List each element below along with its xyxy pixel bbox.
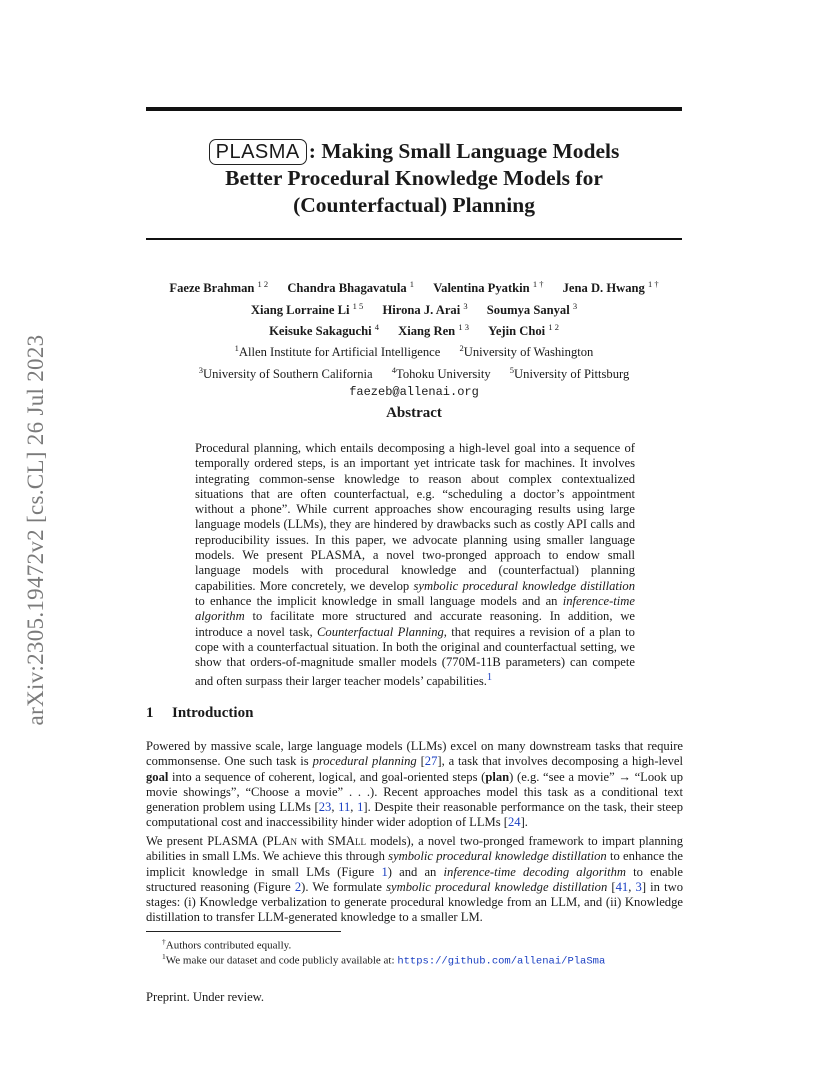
author: Keisuke Sakaguchi $^4$	[269, 321, 379, 338]
author-row	[120, 276, 708, 297]
author: Faeze Brahman $^{1 2}$	[169, 279, 269, 296]
affiliation-row	[120, 340, 708, 361]
author-row	[120, 297, 708, 318]
author: Jena D. Hwang $^{1 \dagger}$	[562, 279, 659, 296]
author-row	[120, 319, 708, 340]
abstract-heading: Abstract	[386, 405, 442, 421]
citation-link[interactable]: 41	[615, 879, 629, 894]
affiliation: $^4$Tohoku University	[391, 364, 491, 381]
section-title: Introduction	[172, 705, 254, 721]
github-link[interactable]: https://github.com/allenai/PlaSma	[397, 955, 606, 968]
abstract-body: Procedural planning, which entails decomposing a high-level goal into a sequence of temporally ordered steps, is an important yet intricate task for machines. It involves integrating common-sense knowledge to reason about complex contextualized situations that are often counterfactual, e.g. “scheduling a doctor’s appointment without a phone”. While current approaches show encouraging results using large language models (LLMs), they are hindered by drawbacks such as costly API calls and reproducibility issues. In this paper, we advocate planning using smaller language models. We present PLASMA, a novel two-pronged approach to endow small language models with procedural knowledge and (counterfactual) planning capabilities. More concretely, we develop symbolic procedural knowledge distillation to enhance the implicit knowledge in small language models and an inference-time algorithm to facilitate more structured and accurate reasoning. In addition, we introduce a novel task, Counterfactual Planning, that requires a revision of a plan to cope with a counterfactual situation. In both the original and counterfactual setting, we show that orders-of-magnitude smaller models (770M-11B parameters) can compete and often surpass their larger teacher models’ capabilities.$^1$	[195, 441, 635, 689]
paper-title	[146, 138, 682, 219]
intro-paragraph-2: We present PLASMA (PLAn with SMAll models), a novel two-pronged framework to impart planning abilities in small LMs. We achieve this through symbolic procedural knowledge distillation to enhance the implicit knowledge in small LMs (Figure 1) and an inference-time decoding algorithm to enable structured reasoning (Figure 2). We formulate symbolic procedural knowledge distillation [41, 3] in two stages: (i) Knowledge verbalization to generate procedural knowledge from an LLM, and (ii) Knowledge distillation to transfer LLM-generated knowledge to a smaller LM.	[146, 834, 684, 925]
citation-link[interactable]: 3	[635, 879, 642, 894]
footnote-link[interactable]: 1	[486, 672, 493, 684]
affiliation: $^3$University of Southern California	[198, 364, 373, 381]
plasma-name: PLASMA	[310, 548, 362, 563]
title-line-1: : Making Small Language Models	[308, 139, 620, 163]
author: Valentina Pyatkin $^{1 \dagger}$	[433, 279, 544, 296]
preprint-note: Preprint. Under review.	[146, 990, 265, 1004]
citation-link[interactable]: 11	[338, 800, 351, 815]
affiliation: $^1$Allen Institute for Artificial Intelligence	[234, 343, 441, 360]
author: Chandra Bhagavatula $^1$	[287, 279, 415, 296]
arxiv-stamp: arXiv:2305.19472v2 [cs.CL] 26 Jul 2023	[23, 334, 48, 726]
author: Hirona J. Arai $^3$	[382, 300, 468, 317]
title-line-3: (Counterfactual) Planning	[293, 193, 535, 217]
figure-link[interactable]: 2	[294, 879, 302, 894]
citation-link[interactable]: 1	[357, 800, 364, 815]
section-number: 1	[146, 705, 154, 721]
plasma-logo: PLASMA	[209, 139, 307, 165]
title-line-2: Better Procedural Knowledge Models for	[225, 166, 603, 190]
author: Xiang Lorraine Li $^{1 5}$	[250, 300, 364, 317]
author-block	[120, 276, 708, 401]
author: Xiang Ren $^{1 3}$	[398, 321, 469, 338]
citation-link[interactable]: 23	[318, 800, 332, 815]
author: Yejin Choi $^{1 2}$	[488, 321, 559, 338]
author: Soumya Sanyal $^3$	[486, 300, 578, 317]
footnote-2: $^1$We make our dataset and code publicly available at: https://github.com/allenai/PlaSma	[162, 952, 606, 968]
affiliation: $^5$University of Pittsburg	[509, 364, 630, 381]
figure-link[interactable]: 1	[381, 864, 388, 879]
author-email[interactable]: faezeb@allenai.org	[349, 384, 479, 399]
intro-paragraph-1: Powered by massive scale, large language models (LLMs) excel on many downstream tasks that require commonsense. One such task is procedural planning [27], a task that involves decomposing a high-level goal into a sequence of coherent, logical, and goal-oriented steps (plan) (e.g. “see a movie” → “Look up movie showings”, “Choose a movie” . . .). Recent approaches model this task as a conditional text generation problem using LLMs [23, 11, 1]. Despite their reasonable performance on the task, their steep computational cost and inaccessibility hinder wider adoption of LLMs [24].	[146, 739, 684, 830]
citation-link[interactable]: 27	[424, 754, 438, 769]
footnote-1: †Authors contributed equally.	[162, 937, 292, 952]
footnote-rule	[146, 931, 341, 932]
section-heading	[146, 705, 253, 722]
affiliation: $^2$University of Washington	[459, 343, 594, 360]
title-bottom-rule	[146, 238, 682, 240]
affiliation-row	[120, 362, 708, 383]
title-top-rule	[146, 107, 682, 111]
citation-link[interactable]: 24	[507, 815, 521, 830]
